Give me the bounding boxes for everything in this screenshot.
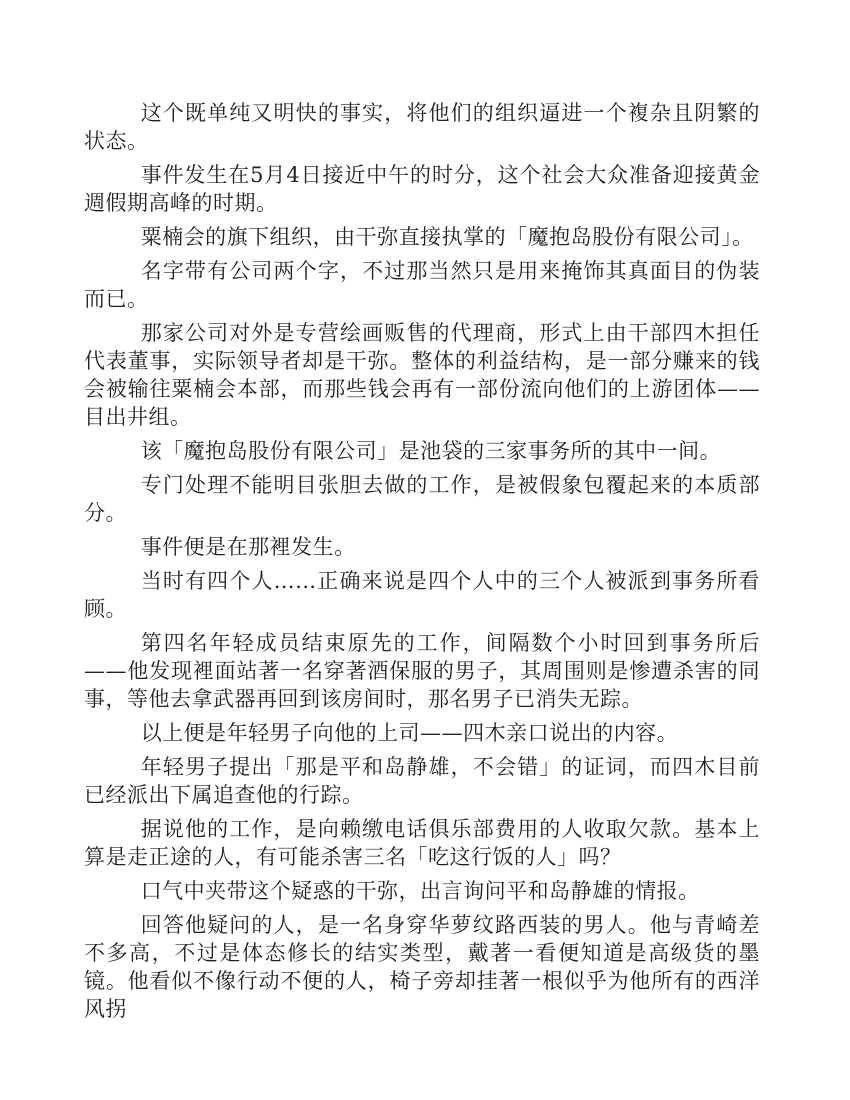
paragraph-11: 以上便是年轻男子向他的上司——四木亲口说出的内容。 — [140, 721, 679, 745]
paragraph-3: 粟楠会的旗下组织，由干弥直接执掌的「魔抱岛股份有限公司」。 — [140, 225, 754, 249]
paragraph-5: 那家公司对外是专营绘画贩售的代理商，形式上由干部四木担任代表董事，实际领导者却是干弥。整体的利益结构，是一部分赚来的钱会被输往粟楠会本部，而那些钱会再有一部份流向他们的上游团体——目出井组。 — [84, 321, 760, 429]
paragraph-7: 专门处理不能明目张胆去做的工作，是被假象包覆起来的本质部分。 — [84, 473, 760, 525]
paragraph-14: 口气中夹带这个疑惑的干弥，出言询问平和岛静雄的情报。 — [140, 879, 700, 903]
paragraph-6: 该「魔抱岛股份有限公司」是池袋的三家事务所的其中一间。 — [140, 439, 722, 463]
paragraph-12: 年轻男子提出「那是平和岛静雄，不会错」的证词，而四木目前已经派出下属追查他的行踪。 — [84, 755, 760, 807]
paragraph-1: 这个既单纯又明快的事实，将他们的组织逼进一个複杂且阴繁的状态。 — [84, 101, 760, 153]
paragraph-10: 第四名年轻成员结束原先的工作，间隔数个小时回到事务所后——他发现裡面站著一名穿著酒保服的男子，其周围则是惨遭杀害的同事，等他去拿武器再回到该房间时，那名男子已消失无踪。 — [84, 631, 760, 711]
paragraph-9: 当时有四个人……正确来说是四个人中的三个人被派到事务所看顾。 — [84, 569, 760, 621]
paragraph-4: 名字带有公司两个字，不过那当然只是用来掩饰其真面目的伪装而已。 — [84, 259, 760, 311]
paragraph-2: 事件发生在5月4日接近中午的时分，这个社会大众准备迎接黄金週假期高峰的时期。 — [84, 163, 760, 215]
paragraph-13: 据说他的工作，是向赖缴电话俱乐部费用的人收取欠款。基本上算是走正途的人，有可能杀害三名「吃这行饭的人」吗？ — [84, 817, 760, 869]
novel-text-block — [84, 99, 760, 1023]
paragraph-8: 事件便是在那裡发生。 — [140, 535, 356, 559]
paragraph-15: 回答他疑问的人，是一名身穿华萝纹路西装的男人。他与青崎差不多高，不过是体态修长的结实类型，戴著一看便知道是高级货的墨镜。他看似不像行动不便的人，椅子旁却挂著一根似乎为他所有的西洋风拐 — [84, 913, 760, 1021]
